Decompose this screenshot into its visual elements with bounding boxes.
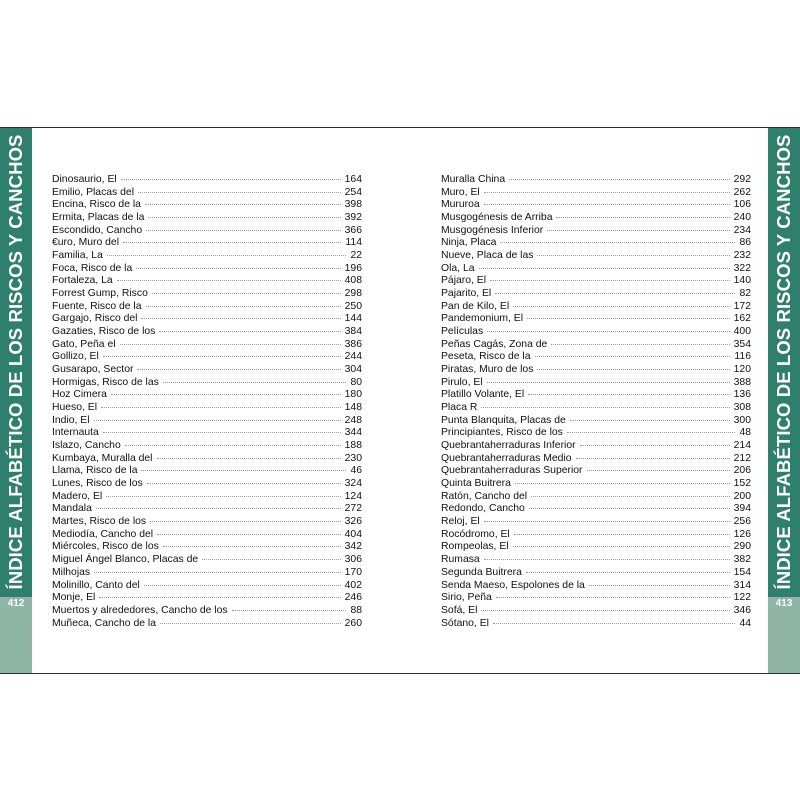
dot-leader (157, 458, 341, 459)
entry-page: 344 (344, 427, 362, 439)
entry-page: 212 (733, 452, 751, 464)
entry-name: Pájaro, El (441, 275, 487, 287)
entry-page: 394 (733, 503, 751, 515)
dot-leader (163, 382, 347, 383)
entry-page: 120 (733, 364, 751, 376)
index-entry (52, 529, 362, 542)
dot-leader (526, 572, 730, 573)
dot-leader (513, 546, 730, 547)
index-entry (52, 339, 362, 352)
entry-page: 248 (344, 414, 362, 426)
dot-leader (556, 217, 729, 218)
entry-page: 342 (344, 541, 362, 553)
entry-page: 188 (344, 440, 362, 452)
entry-name: Quebrantaherraduras Medio (441, 452, 572, 464)
entry-page: 292 (733, 174, 751, 185)
entry-page: 250 (344, 300, 362, 312)
index-entry (441, 567, 751, 580)
entry-name: Muertos y alrededores, Cancho de los (52, 604, 228, 616)
entry-page: 164 (344, 174, 362, 185)
entry-page: 246 (344, 592, 362, 604)
index-entry (441, 174, 751, 187)
index-entry (52, 326, 362, 339)
entry-name: Gollizo, El (52, 351, 99, 363)
entry-name: Dinosaurio, El (52, 174, 117, 185)
dot-leader (487, 331, 729, 332)
entry-page: 244 (344, 351, 362, 363)
index-entry (441, 377, 751, 390)
dot-leader (495, 293, 735, 294)
dot-leader (145, 204, 341, 205)
dot-leader (103, 356, 341, 357)
index-entry (441, 225, 751, 238)
entry-page: 116 (734, 351, 751, 363)
entry-name: Pan de Kilo, El (441, 300, 510, 312)
entry-page: 304 (344, 364, 362, 376)
entry-name: Pandemonium, El (441, 313, 524, 325)
entry-name: Quinta Buitrera (441, 478, 511, 490)
index-entry (52, 592, 362, 605)
index-entry (52, 427, 362, 440)
entry-name: Sótano, El (441, 617, 489, 629)
entry-page: 256 (733, 516, 751, 528)
dot-leader (141, 318, 340, 319)
dot-leader (493, 623, 735, 624)
entry-page: 382 (733, 554, 751, 566)
dot-leader (484, 192, 730, 193)
entry-name: Quebrantaherraduras Inferior (441, 440, 576, 452)
index-entry (441, 427, 751, 440)
dot-leader (94, 572, 341, 573)
dot-leader (103, 432, 341, 433)
entry-name: Muralla China (441, 174, 506, 185)
index-entry (441, 580, 751, 593)
index-entry (52, 440, 362, 453)
index-entry (52, 187, 362, 200)
dot-leader (148, 217, 340, 218)
index-entry (52, 275, 362, 288)
index-entry (52, 580, 362, 593)
entry-page: 170 (344, 566, 362, 578)
index-entry (441, 541, 751, 554)
entry-page: 290 (733, 541, 751, 553)
index-entry (441, 212, 751, 225)
entry-page: 306 (344, 554, 362, 566)
left-side-band (0, 128, 32, 673)
entry-page: 346 (733, 604, 751, 616)
entry-name: Placa R (441, 402, 478, 414)
index-entry (52, 478, 362, 491)
entry-name: Redondo, Cancho (441, 503, 525, 515)
index-entry (441, 187, 751, 200)
dot-leader (101, 407, 341, 408)
dot-leader (107, 255, 347, 256)
entry-page: 400 (733, 326, 751, 338)
entry-name: Gazaties, Risco de los (52, 326, 156, 338)
dot-leader (121, 179, 341, 180)
dot-leader (535, 356, 731, 357)
dot-leader (514, 534, 730, 535)
left-band-dark (0, 128, 32, 597)
dot-leader (490, 280, 730, 281)
entry-page: 308 (733, 402, 751, 414)
dot-leader (496, 597, 730, 598)
entry-page: 384 (344, 326, 362, 338)
entry-page: 322 (733, 262, 751, 274)
entry-name: Madero, El (52, 490, 103, 502)
entry-page: 124 (344, 490, 362, 502)
index-entry (52, 554, 362, 567)
dot-leader (570, 420, 730, 421)
entry-page: 230 (344, 452, 362, 464)
index-entry (52, 212, 362, 225)
entry-name: Platillo Volante, El (441, 389, 525, 401)
entry-name: Internauta (52, 427, 99, 439)
dot-leader (150, 521, 341, 522)
entry-page: 354 (733, 338, 751, 350)
index-entry (52, 541, 362, 554)
index-entry (441, 554, 751, 567)
entry-name: Fuente, Risco de la (52, 300, 142, 312)
dot-leader (481, 407, 729, 408)
entry-page: 196 (344, 262, 362, 274)
dot-leader (500, 242, 735, 243)
entry-page: 298 (344, 288, 362, 300)
dot-leader (152, 293, 341, 294)
entry-name: Mediodía, Cancho del (52, 528, 154, 540)
entry-name: Peñas Cagás, Zona de (441, 338, 548, 350)
entry-name: Emilio, Placas del (52, 186, 135, 198)
entry-page: 402 (344, 579, 362, 591)
entry-page: 326 (344, 516, 362, 528)
entry-name: Peseta, Risco de la (441, 351, 531, 363)
dot-leader (163, 546, 341, 547)
entry-page: 46 (350, 465, 362, 477)
entry-page: 366 (344, 224, 362, 236)
dot-leader (515, 483, 730, 484)
dot-leader (144, 585, 341, 586)
index-entry (441, 389, 751, 402)
dot-leader (487, 382, 730, 383)
entry-name: Miguel Ángel Blanco, Placas de (52, 554, 199, 566)
index-entry (441, 199, 751, 212)
dot-leader (531, 496, 730, 497)
entry-name: Senda Maeso, Espolones de la (441, 579, 585, 591)
entry-page: 392 (344, 212, 362, 224)
entry-page: 408 (344, 275, 362, 287)
entry-name: Lunes, Risco de los (52, 478, 143, 490)
index-entry (441, 263, 751, 276)
dot-leader (479, 268, 730, 269)
dot-leader (589, 585, 730, 586)
dot-leader (123, 242, 341, 243)
entry-page: 388 (733, 376, 751, 388)
entry-page: 314 (733, 579, 751, 591)
index-entry (52, 377, 362, 390)
entry-page: 398 (344, 199, 362, 211)
index-entry (52, 351, 362, 364)
index-entry (441, 478, 751, 491)
entry-name: Monje, El (52, 592, 96, 604)
entry-name: Quebrantaherraduras Superior (441, 465, 583, 477)
index-entry (441, 339, 751, 352)
index-entry (52, 225, 362, 238)
dot-leader (120, 344, 341, 345)
entry-name: Pajarito, El (441, 288, 492, 300)
right-side-title: ÍNDICE ALFABÉTICO DE LOS RISCOS Y CANCHOS (772, 134, 794, 590)
dot-leader (527, 318, 730, 319)
dot-leader (580, 445, 730, 446)
entry-name: Rompeolas, El (441, 541, 509, 553)
entry-name: Gusarapo, Sector (52, 364, 134, 376)
index-entry (441, 415, 751, 428)
entry-page: 260 (344, 617, 362, 629)
entry-name: Gargajo, Risco del (52, 313, 138, 325)
entry-page: 140 (733, 275, 751, 287)
entry-name: Ermita, Placas de la (52, 212, 145, 224)
entry-name: Kumbaya, Muralla del (52, 452, 153, 464)
dot-leader (138, 192, 341, 193)
entry-name: Sofá, El (441, 604, 478, 616)
entry-page: 180 (344, 389, 362, 401)
dot-leader (529, 508, 730, 509)
index-entry (441, 465, 751, 478)
index-entry (441, 275, 751, 288)
right-band-dark (768, 128, 800, 597)
index-entry (441, 605, 751, 618)
dot-leader (576, 458, 730, 459)
entry-name: Forrest Gump, Risco (52, 288, 148, 300)
index-entry (441, 313, 751, 326)
entry-page: 126 (733, 528, 751, 540)
index-entry (441, 529, 751, 542)
entry-page: 136 (733, 389, 751, 401)
dot-leader (99, 597, 340, 598)
entry-name: Mururoa (441, 199, 480, 211)
entry-page: 48 (739, 427, 751, 439)
entry-page: 82 (739, 288, 751, 300)
index-entry (52, 402, 362, 415)
entry-name: Piratas, Muro de los (441, 364, 534, 376)
dot-leader (509, 179, 730, 180)
dot-leader (537, 255, 729, 256)
dot-leader (484, 559, 730, 560)
index-entry (52, 288, 362, 301)
index-entry (52, 491, 362, 504)
entry-name: Encina, Risco de la (52, 199, 141, 211)
entry-name: €uro, Muro del (52, 237, 119, 249)
dot-leader (160, 623, 341, 624)
entry-page: 22 (350, 250, 362, 262)
entry-page: 80 (350, 376, 362, 388)
dot-leader (484, 521, 730, 522)
entry-page: 234 (733, 224, 751, 236)
index-entry (52, 415, 362, 428)
dot-leader (587, 470, 730, 471)
right-index-column (441, 174, 751, 630)
index-entry (441, 326, 751, 339)
entry-page: 106 (733, 199, 751, 211)
dot-leader (547, 230, 729, 231)
left-index-column (52, 174, 362, 630)
entry-name: Ola, La (441, 262, 475, 274)
entry-name: Familia, La (52, 250, 103, 262)
right-page-number: 413 (775, 598, 793, 609)
dot-leader (106, 496, 340, 497)
index-entry (441, 237, 751, 250)
dot-leader (202, 559, 341, 560)
entry-page: 122 (733, 592, 751, 604)
entry-page: 148 (344, 402, 362, 414)
index-entry (441, 516, 751, 529)
entry-name: Musgogénesis Inferior (441, 224, 544, 236)
index-entry (52, 503, 362, 516)
dot-leader (537, 369, 729, 370)
entry-page: 154 (733, 566, 751, 578)
entry-page: 214 (733, 440, 751, 452)
entry-page: 152 (733, 478, 751, 490)
entry-page: 272 (344, 503, 362, 515)
entry-name: Rumasa (441, 554, 480, 566)
entry-name: Segunda Buitrera (441, 566, 522, 578)
dot-leader (551, 344, 729, 345)
entry-name: Principiantes, Risco de los (441, 427, 563, 439)
entry-name: Rocódromo, El (441, 528, 510, 540)
entry-name: Muñeca, Cancho de la (52, 617, 156, 629)
entry-page: 144 (344, 313, 362, 325)
entry-page: 240 (733, 212, 751, 224)
index-entry (52, 174, 362, 187)
left-page-number: 412 (7, 598, 25, 609)
index-entry (441, 618, 751, 631)
entry-name: Gato, Peña el (52, 338, 116, 350)
entry-name: Hueso, El (52, 402, 98, 414)
entry-name: Musgogénesis de Arriba (441, 212, 553, 224)
entry-name: Mandala (52, 503, 92, 515)
entry-name: Nueve, Placa de las (441, 250, 534, 262)
index-entry (52, 516, 362, 529)
entry-page: 324 (344, 478, 362, 490)
dot-leader (157, 534, 341, 535)
index-entry (52, 199, 362, 212)
entry-name: Hoz Cimera (52, 389, 107, 401)
dot-leader (137, 369, 340, 370)
dot-leader (125, 445, 341, 446)
index-entry (441, 402, 751, 415)
entry-name: Sirio, Peña (441, 592, 492, 604)
entry-name: Escondido, Cancho (52, 224, 143, 236)
dot-leader (141, 470, 346, 471)
entry-page: 162 (733, 313, 751, 325)
entry-page: 114 (345, 237, 362, 249)
dot-leader (111, 394, 341, 395)
index-entry (52, 465, 362, 478)
entry-name: Fortaleza, La (52, 275, 113, 287)
entry-page: 200 (733, 490, 751, 502)
dot-leader (528, 394, 729, 395)
dot-leader (159, 331, 340, 332)
entry-name: Foca, Risco de la (52, 262, 133, 274)
entry-page: 44 (739, 617, 751, 629)
left-side-title: ÍNDICE ALFABÉTICO DE LOS RISCOS Y CANCHOS (4, 134, 26, 590)
index-entry (441, 364, 751, 377)
index-entry (441, 453, 751, 466)
entry-page: 262 (733, 186, 751, 198)
dot-leader (567, 432, 736, 433)
entry-page: 232 (733, 250, 751, 262)
entry-name: Miércoles, Risco de los (52, 541, 159, 553)
index-entry (441, 301, 751, 314)
entry-page: 88 (350, 604, 362, 616)
entry-name: Islazo, Cancho (52, 440, 121, 452)
index-entry (52, 567, 362, 580)
entry-name: Películas (441, 326, 484, 338)
entry-page: 86 (739, 237, 751, 249)
dot-leader (513, 306, 729, 307)
entry-name: Indio, El (52, 414, 90, 426)
index-entry (52, 605, 362, 618)
index-entry (441, 351, 751, 364)
right-side-band (768, 128, 800, 673)
entry-page: 172 (733, 300, 751, 312)
dot-leader (232, 610, 347, 611)
entry-name: Hormigas, Risco de las (52, 376, 159, 388)
entry-page: 254 (344, 186, 362, 198)
entry-page: 386 (344, 338, 362, 350)
entry-name: Reloj, El (441, 516, 480, 528)
book-spread (0, 127, 800, 674)
index-entry (52, 618, 362, 631)
entry-name: Llama, Risco de la (52, 465, 138, 477)
dot-leader (146, 230, 341, 231)
entry-page: 300 (733, 414, 751, 426)
index-entry (52, 301, 362, 314)
entry-name: Muro, El (441, 186, 480, 198)
entry-name: Ninja, Placa (441, 237, 497, 249)
dot-leader (94, 420, 341, 421)
index-entry (52, 250, 362, 263)
index-entry (441, 288, 751, 301)
dot-leader (146, 306, 341, 307)
index-entry (52, 453, 362, 466)
index-entry (441, 440, 751, 453)
dot-leader (484, 204, 730, 205)
index-entry (441, 592, 751, 605)
index-entry (52, 263, 362, 276)
dot-leader (481, 610, 729, 611)
entry-name: Molinillo, Canto del (52, 579, 140, 591)
index-entry (441, 503, 751, 516)
entry-name: Punta Blanquita, Placas de (441, 414, 566, 426)
dot-leader (96, 508, 341, 509)
index-entry (441, 250, 751, 263)
dot-leader (136, 268, 340, 269)
entry-page: 404 (344, 528, 362, 540)
entry-name: Martes, Risco de los (52, 516, 147, 528)
index-entry (52, 313, 362, 326)
dot-leader (117, 280, 341, 281)
dot-leader (147, 483, 341, 484)
index-entry (441, 491, 751, 504)
entry-name: Milhojas (52, 566, 91, 578)
entry-page: 206 (733, 465, 751, 477)
entry-name: Ratón, Cancho del (441, 490, 528, 502)
index-entry (52, 364, 362, 377)
index-entry (52, 237, 362, 250)
index-entry (52, 389, 362, 402)
entry-name: Pirulo, El (441, 376, 483, 388)
